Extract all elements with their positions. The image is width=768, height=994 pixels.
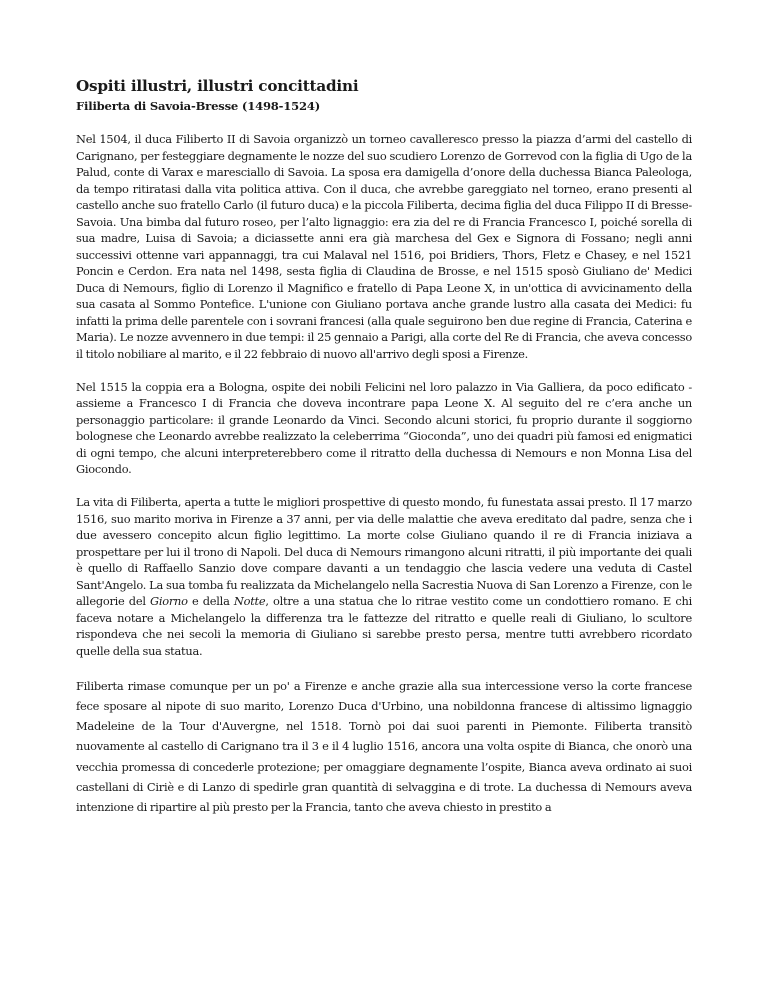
paragraph-text: Nel 1504, il duca Filiberto II di Savoia organizzò un torneo cavalleresco presso la piazza d’armi del castello di Carignano, per festeggiare degnamente le nozze del suo scudiero Lorenzo de Gorrevod con la figlia di Ugo de la Palud, conte di Varax e maresciallo di Savoia. La sposa era damigella d’onore della duchessa Bianca Paleologa, da tempo ritiratasi dalla vita politica attiva. Con il duca, che avrebbe gareggiato nel torneo, erano presenti al castello anche suo fratello Carlo (il futuro duca) e la piccola Filiberta, decima figlia del duca Filippo II di Bresse-Savoia. Una bimba dal futuro roseo, per l’alto lignaggio: era zia del re di Francia Francesco I, poiché sorella di sua madre, Luisa di Savoia; a diciassette anni era già marchesa del Gex e Signora di Fossano; negli anni successivi ottenne vari appannaggi, tra cui Malaval nel 1516, poi Bridiers, Thors, Fletz e Chasey, e nel 1521 Poncin e Cerdon. Era nata nel 1498, sesta figlia di Claudina de Brosse, e nel 1515 sposò Giuliano de' Medici Duca di Nemours, figlio di Lorenzo il Magnifico e fratello di Papa Leone X, in un'ottica di avvicinamento della sua casata al Sommo Pontefice. L'unione con Giuliano portava anche grande lustro alla casata dei Medici: fu infatti la prima delle parentele con i sovrani francesi (alla quale seguirono ben due regine di Francia, Caterina e Maria). Le nozze avvennero in due tempi: il 25 gennaio a Parigi, alla corte del Re di Francia, che aveva concesso il titolo nobiliare al marito, e il 22 febbraio di nuovo all'arrivo degli sposi a Firenze. <box>76 132 692 361</box>
paragraph-text: , oltre a una statua che lo ritrae vestito come un condottiero romano. E chi faceva notare a Michelangelo la differenza tra le fattezze del ritratto e quelle reali di Giuliano, lo scultore rispondeva che nei secoli la memoria di Giuliano si sarebbe presto persa, mentre tutti avrebbero ricordato quelle della sua statua. <box>76 594 692 658</box>
paragraph-2 <box>76 379 692 478</box>
document-title: Ospiti illustri, illustri concittadini <box>76 77 359 95</box>
paragraph-3 <box>76 494 692 659</box>
paragraph-1 <box>76 131 692 362</box>
paragraph-text: Filiberta rimase comunque per un po' a Firenze e anche grazie alla sua intercessione verso la corte francese fece sposare al nipote di suo marito, Lorenzo Duca d'Urbino, una nobildonna francese di altissimo lignaggio Madeleine de la Tour d'Auvergne, nel 1518. Tornò poi dai suoi parenti in Piemonte. Filiberta transitò nuovamente al castello di Carignano tra il 3 e il 4 luglio 1516, ancora una volta ospite di Bianca, che onorò una vecchia promessa di concederle protezione; per omaggiare degnamente l’ospite, Bianca aveva ordinato ai suoi castellani di Ciriè e di Lanzo di spedirle gran quantità di selvaggina e di trote. La duchessa di Nemours aveva intenzione di ripartire al più presto per la Francia, tanto che aveva chiesto in prestito a <box>76 678 692 815</box>
paragraph-text: La vita di Filiberta, aperta a tutte le migliori prospettive di questo mondo, fu funestata assai presto. Il 17 marzo 1516, suo marito moriva in Firenze a 37 anni, per via delle malattie che aveva ereditato dal padre, senza che i due avessero concepito alcun figlio legittimo. La morte colse Giuliano quando il re di Francia iniziava a prospettare per lui il trono di Napoli. Del duca di Nemours rimangono alcuni ritratti, il più importante dei quali è quello di Raffaello Sanzio dove compare davanti a un tendaggio che lascia vedere una veduta di Castel Sant'Angelo. La sua tomba fu realizzata da Michelangelo nella Sacrestia Nuova di San Lorenzo a Firenze, con le allegorie del <box>76 495 692 608</box>
italic-term-notte: Notte <box>233 594 266 608</box>
document-subtitle: Filiberta di Savoia-Bresse (1498-1524) <box>76 99 321 113</box>
paragraph-4 <box>76 676 692 818</box>
italic-term-giorno: Giorno <box>150 594 188 608</box>
document-page <box>76 76 692 834</box>
paragraph-text: e della <box>187 594 234 608</box>
paragraph-text: Nel 1515 la coppia era a Bologna, ospite dei nobili Felicini nel loro palazzo in Via Galliera, da poco edificato - assieme a Francesco I di Francia che doveva incontrare papa Leone X. Al seguito del re c’era anche un personaggio particolare: il grande Leonardo da Vinci. Secondo alcuni storici, fu proprio durante il soggiorno bolognese che Leonardo avrebbe realizzato la celeberrima “Gioconda”, uno dei quadri più famosi ed enigmatici di ogni tempo, che alcuni interpreterebbero come il ritratto della duchessa di Nemours e non Monna Lisa del Giocondo. <box>76 379 692 476</box>
